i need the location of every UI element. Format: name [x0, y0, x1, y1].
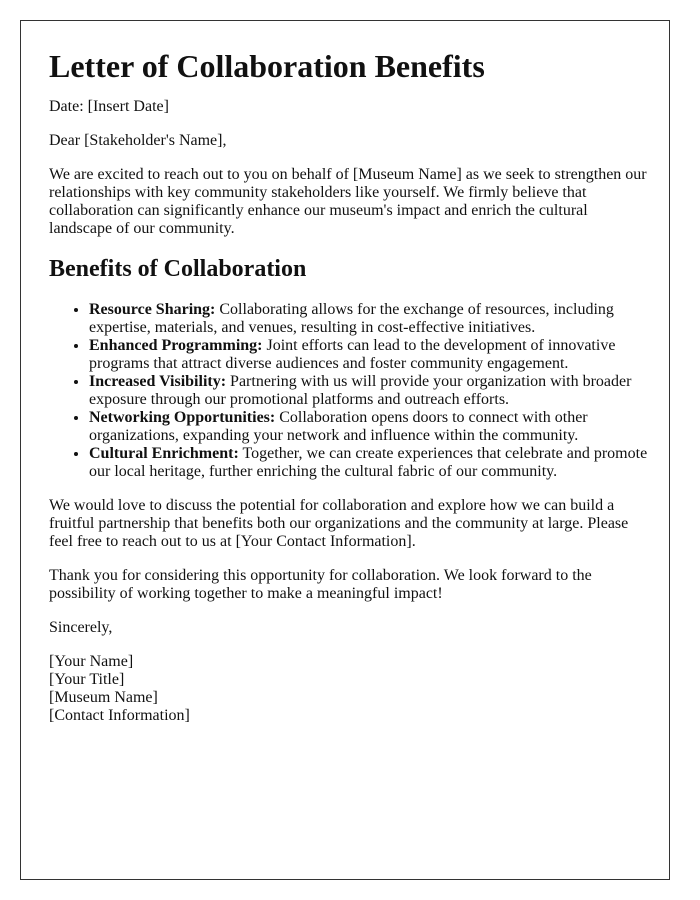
- benefit-text: Together, we can create experiences that celebrate and promote our local heritage, further enriching the cultural fabric of our community.: [89, 445, 648, 481]
- list-item: [89, 373, 649, 409]
- benefits-heading: Benefits of Collaboration: [49, 255, 307, 282]
- list-item: [89, 301, 649, 337]
- signature-title: [Your Title]: [49, 671, 125, 689]
- letter-title: Letter of Collaboration Benefits: [49, 48, 485, 84]
- benefit-term: Increased Visibility:: [89, 373, 227, 391]
- benefit-text: Partnering with us will provide your organization with broader exposure through our promotional platforms and outreach efforts.: [89, 373, 632, 409]
- benefits-list: [49, 301, 649, 481]
- benefit-term: Cultural Enrichment:: [89, 445, 239, 463]
- benefit-text: Collaboration opens doors to connect with other organizations, expanding your network and influence within the community.: [89, 409, 588, 445]
- closing-line: Sincerely,: [49, 619, 113, 637]
- signature-name: [Your Name]: [49, 653, 134, 671]
- list-item: [89, 445, 649, 481]
- letter-page: [20, 20, 670, 880]
- benefit-term: Enhanced Programming:: [89, 337, 263, 355]
- list-item: [89, 409, 649, 445]
- signature-museum: [Museum Name]: [49, 689, 158, 707]
- list-item: [89, 337, 649, 373]
- benefit-term: Networking Opportunities:: [89, 409, 276, 427]
- discussion-paragraph: We would love to discuss the potential for collaboration and explore how we can build a fruitful partnership that benefits both our organizations and the community at large. Please feel free to reach out to us at [Your Contact Information].: [49, 497, 629, 551]
- date-line: Date: [Insert Date]: [49, 97, 169, 115]
- intro-paragraph: We are excited to reach out to you on behalf of [Museum Name] as we seek to strengthen our relationships with key community stakeholders like yourself. We firmly believe that collaboration can significantly enhance our museum's impact and enrich the cultural landscape of our community.: [49, 165, 647, 237]
- benefit-term: Resource Sharing:: [89, 301, 216, 319]
- signature-block: [49, 653, 649, 725]
- benefit-text: Joint efforts can lead to the development of innovative programs that attract diverse audiences and foster community engagement.: [89, 337, 616, 373]
- benefit-text: Collaborating allows for the exchange of resources, including expertise, materials, and venues, resulting in cost-effective initiatives.: [89, 301, 614, 337]
- thanks-paragraph: Thank you for considering this opportunity for collaboration. We look forward to the possibility of working together to make a meaningful impact!: [49, 567, 592, 603]
- salutation: Dear [Stakeholder's Name],: [49, 131, 227, 149]
- signature-contact: [Contact Information]: [49, 707, 190, 725]
